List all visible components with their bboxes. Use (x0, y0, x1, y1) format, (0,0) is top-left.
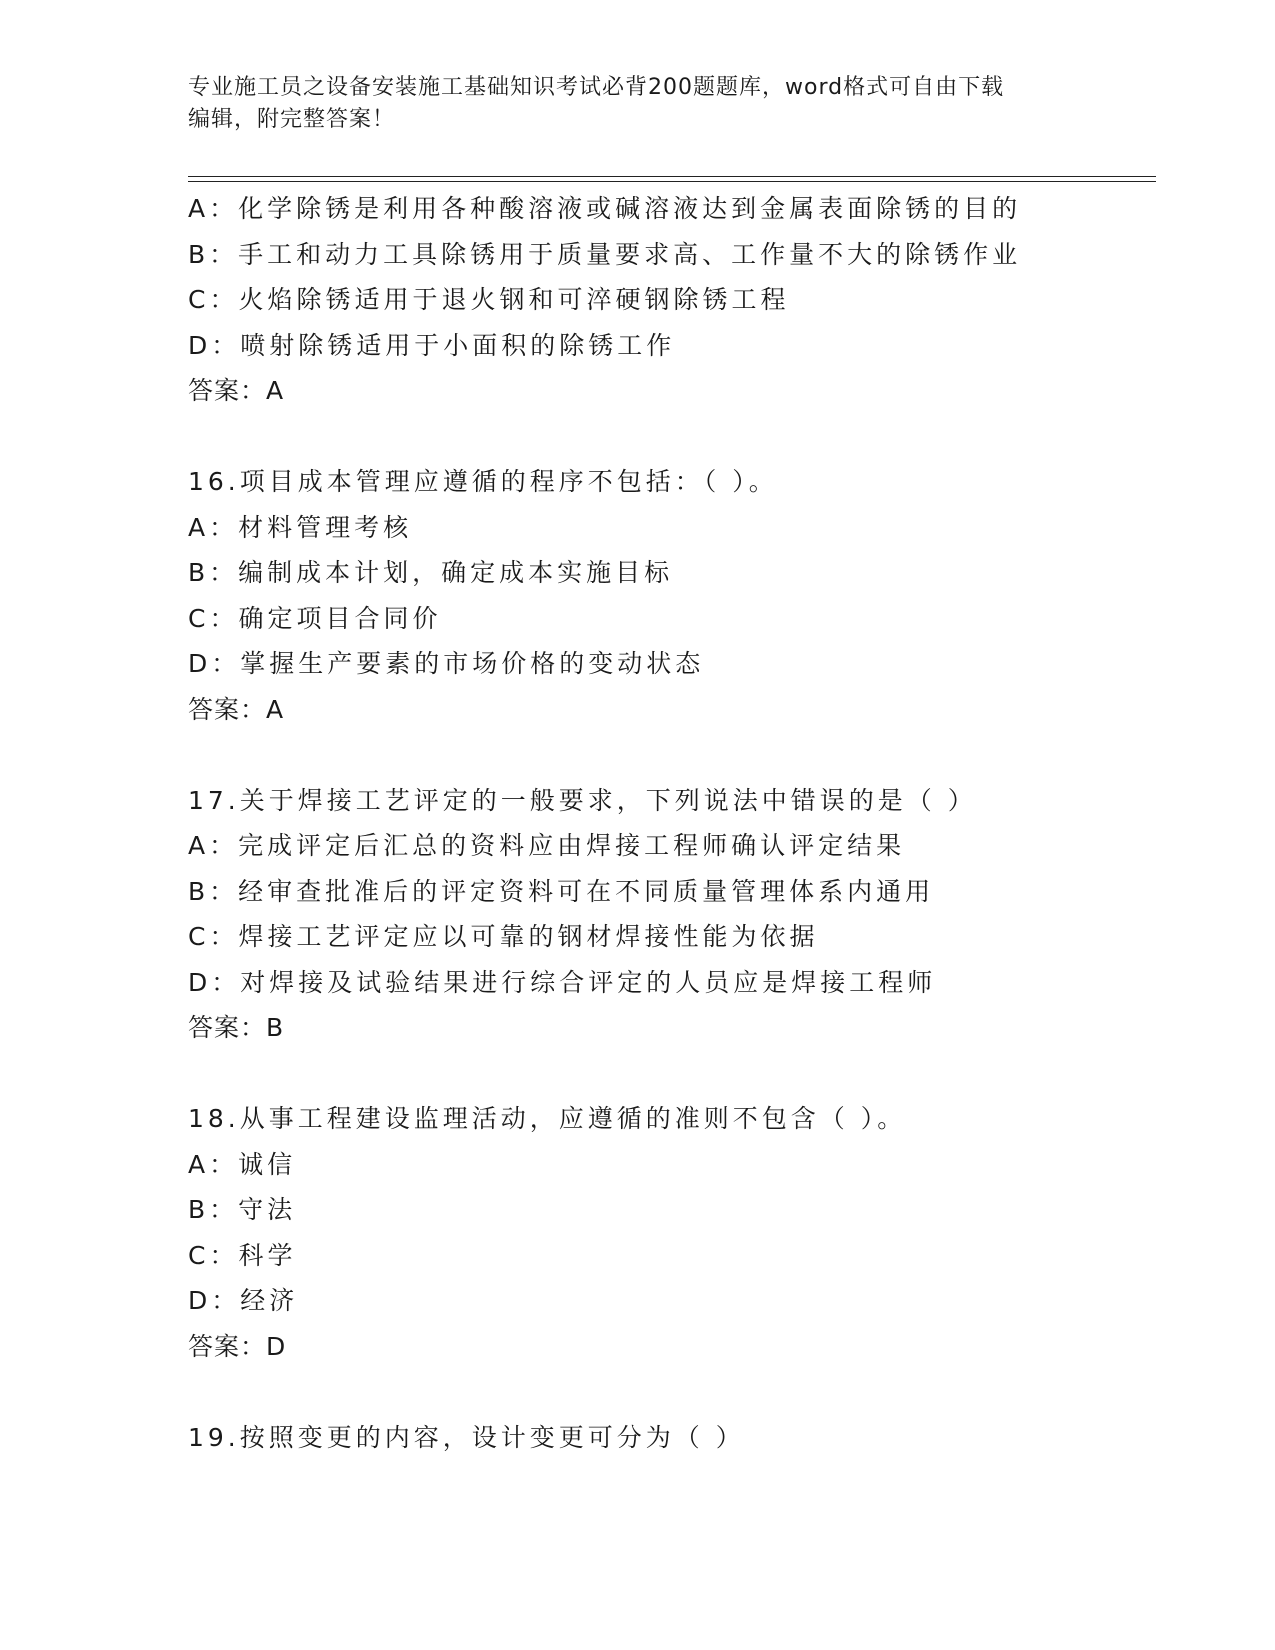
option-b: B：经审查批准后的评定资料可在不同质量管理体系内通用 (188, 876, 935, 906)
header-title-line-1: 专业施工员之设备安装施工基础知识考试必背200题题库，word格式可自由下载 (188, 75, 1005, 100)
question-15 (188, 186, 1148, 414)
document-header (188, 72, 1068, 136)
spacer (188, 1051, 1148, 1097)
option-d: D：掌握生产要素的市场价格的变动状态 (188, 649, 705, 678)
option-a: A：完成评定后汇总的资料应由焊接工程师确认评定结果 (188, 831, 906, 860)
question-18 (188, 1096, 1148, 1369)
option-c: C：焊接工艺评定应以可靠的钢材焊接性能为依据 (188, 922, 819, 951)
question-stem: 17.关于焊接工艺评定的一般要求，下列说法中错误的是（ ） (188, 785, 977, 815)
answer-line: 答案：B (188, 1013, 285, 1042)
option-b: B：手工和动力工具除锈用于质量要求高、工作量不大的除锈作业 (188, 239, 1022, 269)
option-c: C：科学 (188, 1240, 297, 1270)
answer-line: 答案：A (188, 694, 285, 724)
question-stem: 19.按照变更的内容，设计变更可分为（ ） (188, 1422, 745, 1452)
option-b: B：编制成本计划，确定成本实施目标 (188, 558, 674, 587)
option-d: D：对焊接及试验结果进行综合评定的人员应是焊接工程师 (188, 967, 937, 997)
option-a: A：化学除锈是利用各种酸溶液或碱溶液达到金属表面除锈的目的 (188, 194, 1022, 223)
header-divider-top (188, 176, 1156, 177)
option-d: D：喷射除锈适用于小面积的除锈工作 (188, 330, 676, 360)
answer-line: 答案：A (188, 376, 285, 405)
question-list (188, 186, 1148, 1460)
answer-line: 答案：D (188, 1331, 287, 1361)
option-d: D：经济 (188, 1286, 299, 1315)
question-stem: 18.从事工程建设监理活动，应遵循的准则不包含（ ）。 (188, 1104, 907, 1133)
question-19 (188, 1415, 1148, 1461)
option-a: A：材料管理考核 (188, 512, 413, 542)
header-divider-bottom (188, 181, 1156, 182)
spacer (188, 1369, 1148, 1415)
spacer (188, 732, 1148, 778)
option-b: B：守法 (188, 1195, 297, 1224)
question-stem: 16.项目成本管理应遵循的程序不包括：（ ）。 (188, 467, 778, 496)
question-16 (188, 459, 1148, 732)
option-c: C：确定项目合同价 (188, 603, 442, 633)
option-c: C：火焰除锈适用于退火钢和可淬硬钢除锈工程 (188, 285, 790, 314)
option-a: A：诚信 (188, 1149, 297, 1179)
question-17 (188, 778, 1148, 1051)
header-title-line-2: 编辑，附完整答案！ (188, 107, 396, 132)
spacer (188, 414, 1148, 460)
